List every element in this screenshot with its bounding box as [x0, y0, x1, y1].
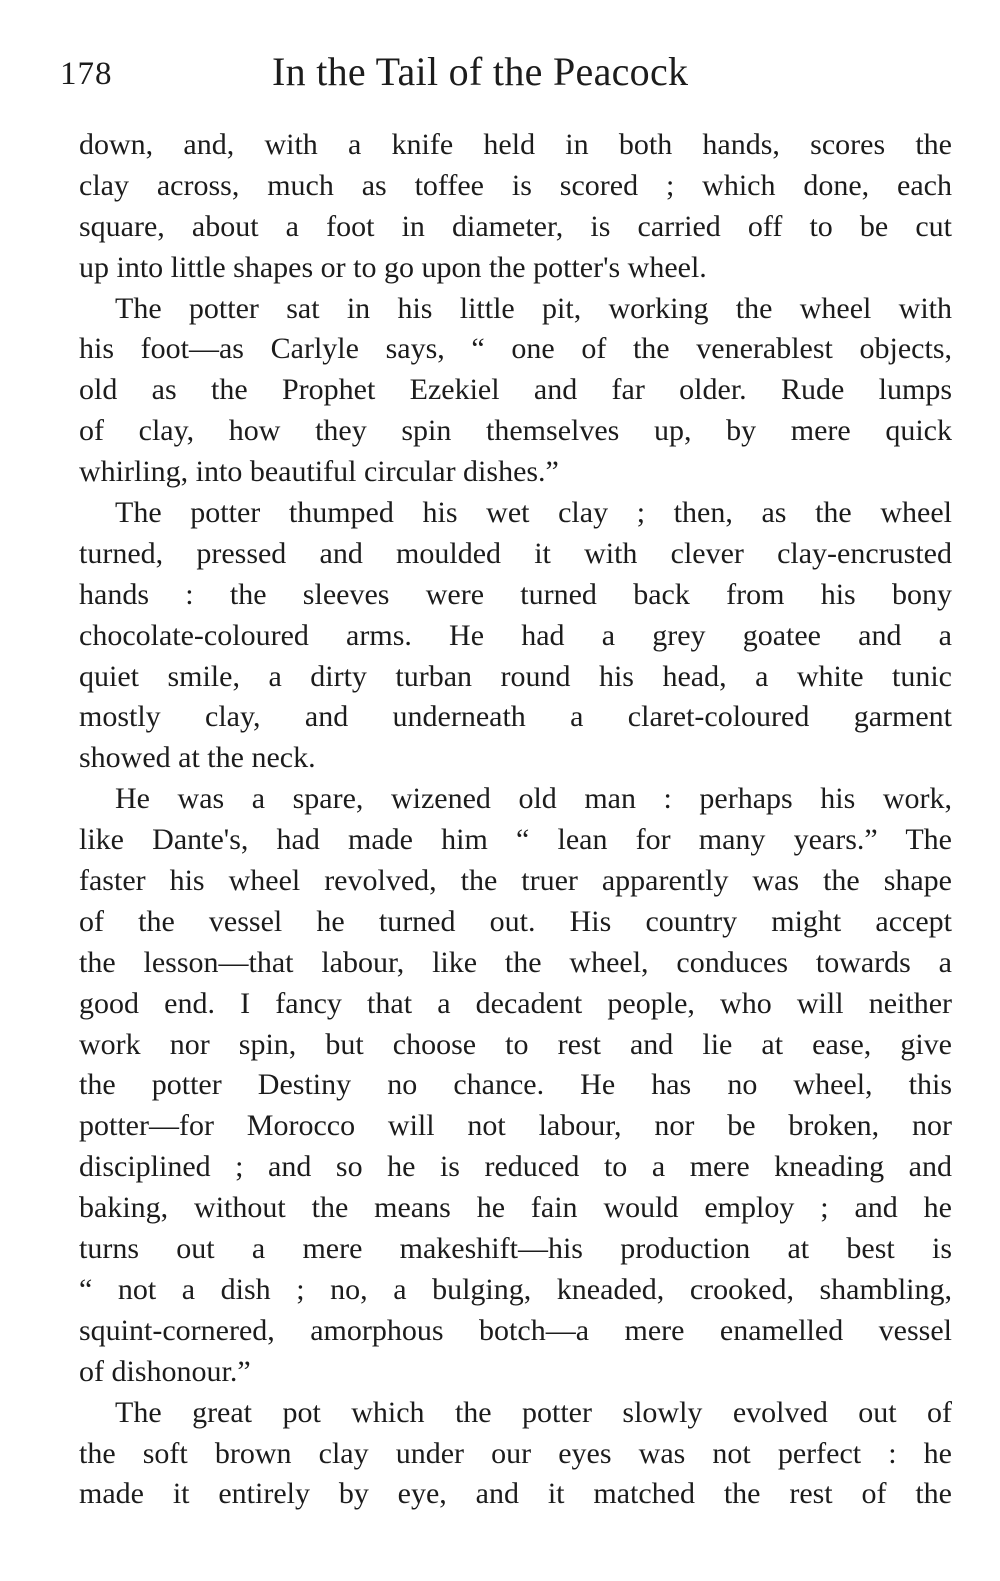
text-line: He was a spare, wizened old man : perhaps his work, — [115, 782, 952, 816]
text-line: chocolate-coloured arms. He had a grey goatee and a — [79, 618, 952, 652]
text-line: quiet smile, a dirty turban round his head, a white tunic — [79, 659, 952, 693]
text-line: the potter Destiny no chance. He has no wheel, this — [79, 1068, 952, 1102]
text-line: old as the Prophet Ezekiel and far older. Rude lumps — [79, 373, 952, 407]
text-line: The great pot which the potter slowly evolved out of — [115, 1395, 952, 1429]
text-line: down, and, with a knife held in both hands, scores the — [79, 128, 952, 161]
text-line: of clay, how they spin themselves up, by mere quick — [79, 414, 952, 448]
text-line: made it entirely by eye, and it matched the rest of the — [79, 1477, 952, 1511]
text-line: faster his wheel revolved, the truer apparently was the shape — [79, 864, 952, 898]
paragraph — [79, 289, 952, 493]
paragraph — [79, 493, 952, 779]
text-line: disciplined ; and so he is reduced to a mere kneading and — [79, 1150, 952, 1184]
text-line: clay across, much as toffee is scored ; which done, each — [79, 168, 952, 202]
text-line: his foot—as Carlyle says, “ one of the venerablest objects, — [79, 332, 952, 366]
text-line: hands : the sleeves were turned back from his bony — [79, 577, 952, 611]
text-line: of dishonour.” — [79, 1354, 251, 1388]
text-line: turns out a mere makeshift—his production at best is — [79, 1232, 952, 1266]
text-line: whirling, into beautiful circular dishes.” — [79, 455, 559, 489]
text-line: of the vessel he turned out. His country might accept — [79, 904, 952, 938]
text-line: up into little shapes or to go upon the potter's wheel. — [79, 250, 707, 284]
text-line: turned, pressed and moulded it with clever clay-encrusted — [79, 536, 952, 570]
text-line: the soft brown clay under our eyes was not perfect : he — [79, 1436, 952, 1470]
paragraph — [79, 1393, 952, 1516]
text-line: squint-cornered, amorphous botch—a mere enamelled vessel — [79, 1313, 952, 1347]
text-line: The potter sat in his little pit, working the wheel with — [115, 291, 952, 325]
text-line: baking, without the means he fain would employ ; and he — [79, 1191, 952, 1225]
text-line: “ not a dish ; no, a bulging, kneaded, crooked, shambling, — [79, 1272, 952, 1306]
text-line: showed at the neck. — [79, 741, 316, 775]
running-head — [0, 44, 1000, 104]
page-number: 178 — [60, 56, 113, 92]
text-line: good end. I fancy that a decadent people, who will neither — [79, 986, 952, 1020]
text-line: work nor spin, but choose to rest and lie at ease, give — [79, 1027, 952, 1061]
text-line: like Dante's, had made him “ lean for many years.” The — [79, 823, 952, 857]
text-line: potter—for Morocco will not labour, nor be broken, nor — [79, 1109, 952, 1143]
paragraph — [79, 779, 952, 1392]
text-line: The potter thumped his wet clay ; then, as the wheel — [115, 496, 952, 530]
text-line: the lesson—that labour, like the wheel, conduces towards a — [79, 945, 952, 979]
paragraph — [79, 125, 952, 289]
text-line: square, about a foot in diameter, is carried off to be cut — [79, 209, 952, 243]
body-text — [79, 125, 952, 1515]
text-line: mostly clay, and underneath a claret-coloured garment — [79, 700, 952, 734]
running-title: In the Tail of the Peacock — [272, 49, 689, 94]
